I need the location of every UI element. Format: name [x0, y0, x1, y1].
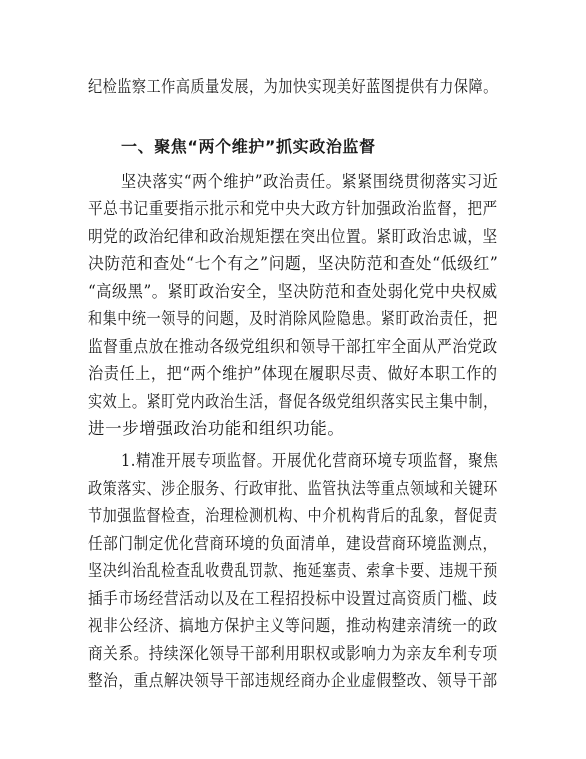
section-heading: 一、聚焦“两个维护”抓实政治监督 [121, 137, 376, 156]
paragraph-line: 决防范和查处“七个有之”问题，坚决防范和查处“低级红” [88, 254, 499, 273]
paragraph-line: 监督重点放在推动各级党组织和领导干部扛牢全面从严治党政 [88, 337, 498, 356]
paragraph-line: 视非公经济、搞地方保护主义等问题，推动构建亲清统一的政 [88, 616, 498, 635]
paragraph-line: 政策落实、涉企服务、行政审批、监管执法等重点领域和关键环 [88, 479, 498, 498]
paragraph-line: 纪检监察工作高质量发展，为加快实现美好蓝图提供有力保障。 [88, 77, 498, 96]
paragraph-line: 插手市场经营活动以及在工程招投标中设置过高资质门槛、歧 [88, 589, 498, 608]
paragraph-line: 明党的政治纪律和政治规矩摆在突出位置。紧盯政治忠诚，坚 [88, 227, 498, 246]
paragraph-line: 整治，重点解决领导干部违规经商办企业虚假整改、领导干部 [88, 671, 498, 690]
paragraph-line: 商关系。持续深化领导干部利用职权或影响力为亲友牟利专项 [88, 644, 498, 663]
paragraph-line: “高级黑”。紧盯政治安全，坚决防范和查处弱化党中央权威 [88, 282, 498, 301]
paragraph-line: 任部门制定优化营商环境的负面清单，建设营商环境监测点， [88, 534, 498, 553]
paragraph-line: 节加强监督检查，治理检测机构、中介机构背后的乱象，督促责 [88, 506, 498, 525]
paragraph-line: 平总书记重要指示批示和党中央大政方针加强政治监督，把严 [88, 199, 498, 218]
paragraph-line: 进一步增强政治功能和组织功能。 [88, 419, 345, 438]
paragraph-line: 和集中统一领导的问题，及时消除风险隐患。紧盯政治责任，把 [88, 309, 498, 328]
paragraph-line: 治责任上，把“两个维护”体现在履职尽责、做好本职工作的 [88, 364, 498, 383]
paragraph-line: 1.精准开展专项监督。开展优化营商环境专项监督，聚焦 [121, 451, 499, 470]
paragraph-line: 坚决纠治乱检查乱收费乱罚款、拖延塞责、索拿卡要、违规干预 [88, 561, 498, 580]
paragraph-line: 坚决落实“两个维护”政治责任。紧紧围绕贯彻落实习近 [121, 172, 499, 191]
paragraph-line: 实效上。紧盯党内政治生活，督促各级党组织落实民主集中制， [88, 392, 498, 411]
